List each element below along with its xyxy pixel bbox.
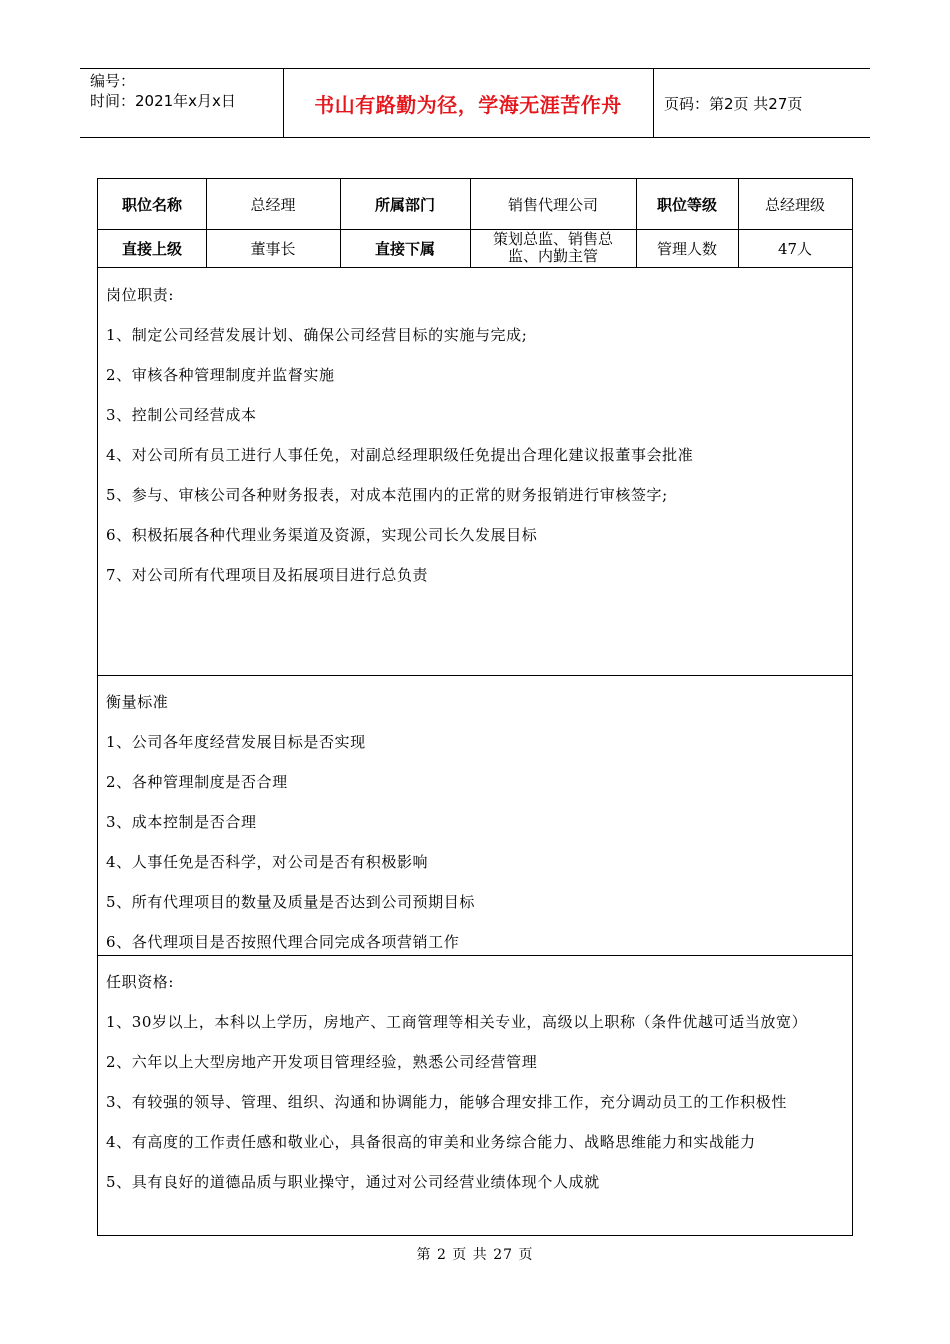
subordinate-value: [470, 229, 636, 267]
header-page-info: 页码：第2页 共27页: [664, 94, 803, 113]
list-item: 7、对公司所有代理项目及拓展项目进行总负责: [106, 566, 429, 584]
superior-value: 董事长: [250, 239, 296, 258]
list-item: 3、控制公司经营成本: [106, 406, 257, 424]
list-item: 5、参与、审核公司各种财务报表，对成本范围内的正常的财务报销进行审核签字;: [106, 486, 668, 504]
list-item: 5、所有代理项目的数量及质量是否达到公司预期目标: [106, 893, 475, 911]
subordinate-label: 直接下属: [374, 239, 435, 258]
list-item: 2、审核各种管理制度并监督实施: [106, 366, 335, 384]
list-item: 1、公司各年度经营发展目标是否实现: [106, 733, 366, 751]
grade-label: 职位等级: [656, 195, 717, 214]
header-meta: [90, 71, 236, 111]
header-divider: [653, 69, 654, 137]
list-item: 4、有高度的工作责任感和敬业心，具备很高的审美和业务综合能力、战略思维能力和实战能力: [106, 1133, 756, 1151]
grade-value: 总经理级: [764, 195, 825, 214]
row-divider: [98, 267, 852, 268]
list-item: 1、30岁以上，本科以上学历，房地产、工商管理等相关专业，高级以上职称（条件优越可适当放宽）: [106, 1013, 808, 1031]
subordinate-value-line: 监、内勤主管: [507, 247, 598, 265]
list-item: 3、成本控制是否合理: [106, 813, 257, 831]
standards-section: [106, 682, 844, 962]
list-item: 2、各种管理制度是否合理: [106, 773, 288, 791]
qualifications-section: [106, 962, 844, 1202]
list-item: 3、有较强的领导、管理、组织、沟通和协调能力，能够合理安排工作，充分调动员工的工作积极性: [106, 1093, 787, 1111]
header-motto: 书山有路勤为径，学海无涯苦作舟: [314, 92, 622, 117]
superior-label: 直接上级: [121, 239, 182, 258]
list-item: 6、各代理项目是否按照代理合同完成各项营销工作: [106, 933, 460, 951]
list-item: 4、对公司所有员工进行人事任免，对副总经理职级任免提出合理化建议报董事会批准: [106, 446, 694, 464]
job-description-table: [97, 178, 853, 1236]
list-item: 6、积极拓展各种代理业务渠道及资源，实现公司长久发展目标: [106, 526, 538, 544]
headcount-label: 管理人数: [656, 239, 717, 258]
subordinate-value-line: 策划总监、销售总: [492, 230, 613, 248]
section-heading: 衡量标准: [106, 693, 169, 711]
list-item: 2、六年以上大型房地产开发项目管理经验，熟悉公司经营管理: [106, 1053, 538, 1071]
position-title-value: 总经理: [250, 195, 296, 214]
department-label: 所属部门: [374, 195, 435, 214]
row-divider: [98, 675, 852, 676]
list-item: 4、人事任免是否科学，对公司是否有积极影响: [106, 853, 429, 871]
list-item: 1、制定公司经营发展计划、确保公司经营目标的实施与完成;: [106, 326, 528, 344]
document-header: [80, 68, 870, 138]
section-heading: 岗位职责:: [106, 286, 175, 304]
list-item: 5、具有良好的道德品质与职业操守，通过对公司经营业绩体现个人成就: [106, 1173, 600, 1191]
department-value: 销售代理公司: [507, 195, 598, 214]
section-heading: 任职资格:: [106, 973, 175, 991]
serial-label: 编号：: [90, 72, 136, 90]
headcount-value: 47人: [777, 239, 813, 258]
page-footer: 第 2 页 共 27 页: [416, 1247, 534, 1263]
time-label: 时间：2021年x月x日: [90, 92, 236, 110]
position-title-label: 职位名称: [121, 195, 182, 214]
duties-section: [106, 275, 844, 595]
